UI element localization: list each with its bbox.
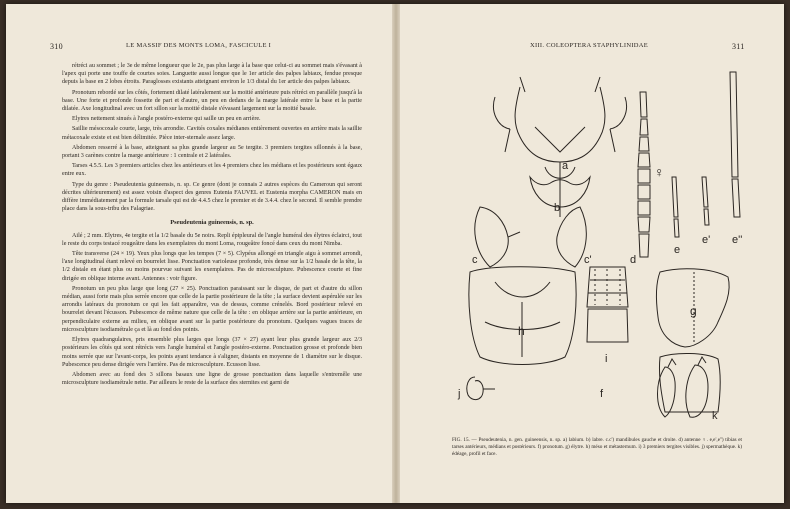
figure-caption: FIG. 15. — Pseudeutenia, n. gen. guineensis, n. sp. a) labium. b) labre. c.c') mandibules gauche et droite. d) antenne ♀. e,e',e'') tibias et tarses antérieurs, médians et postérieurs. f) pronotum. g) élytre. h) méso et métasternum. i) 3 premiers tergites visibles. j) spermathèque. k) édéage, profil et face. (452, 437, 742, 457)
antenna-drawing (638, 92, 650, 257)
label-c-prime: c' (584, 254, 592, 266)
label-i: i (605, 353, 608, 365)
paragraph: Abdomen avec au fond des 3 sillons basaux une ligne de grosse ponctuation dans laquelle s'entremêle une microsculpture isodiamétrale nette. Par ailleurs le reste de la surface des sternites est garni de (62, 371, 362, 387)
spermatheca-drawing (467, 377, 495, 400)
right-running-head: XIII. COLEOPTERA STAPHYLINIDAE (530, 42, 649, 49)
left-running-head: LE MASSIF DES MONTS LOMA, FASCICULE I (126, 42, 272, 49)
label-e-second: e'' (732, 234, 743, 246)
label-d: d (630, 254, 637, 266)
paragraph: Ailé ; 2 mm. Elytres, 4e tergite et la 1/2 basale du 5e noirs. Repli épipleural de l'angle huméral des élytres éclairci, tout le reste du corps testacé rougeâtre dans les exemplaires du mont Loma, rougeâtre foncé dans ceux du mont Nimba. (62, 232, 362, 247)
species-heading: Pseudeutenia guineensis, n. sp. (170, 219, 254, 227)
paragraph: Abdomen resserré à la base, atteignant sa plus grande largeur au 5e tergite. 3 premiers tergites sillonnés à la base, portant 3 carènes contre la marge antérieure : 1 centrale et 2 latérales. (62, 144, 362, 160)
label-b: b (554, 202, 561, 214)
paragraph: rétréci au sommet ; le 3e de même longueur que le 2e, pas plus large à la base que celui-ci au sommet mais s'évasant à l'apex qui porte une touffe de courtes soies. Languette aussi longue que le 1er article des palpes labiaux, fendue presque depuis la base en 2 lobes étroits. Paraglosses existants atteignant environ le 1/3 distal du 1er article des palpes labiaux. (62, 63, 362, 86)
label-c: c (472, 254, 478, 266)
tergites-drawing (587, 267, 628, 342)
label-female: ♀ (654, 164, 665, 180)
label-g: g (690, 304, 697, 318)
label-j: j (458, 388, 461, 400)
tibia-tarsus-drawings (672, 72, 740, 237)
left-page-number: 310 (50, 42, 63, 51)
mandible-right-drawing (557, 207, 587, 267)
aedeagus-drawing (658, 357, 709, 417)
label-k: k (712, 410, 718, 422)
left-body-text (62, 62, 362, 389)
label-e-prime: e' (702, 234, 711, 246)
label-e: e (674, 244, 681, 256)
sternum-drawing (469, 267, 576, 365)
paragraph: Tête transverse (24 × 19). Yeux plus longs que les tempes (7 × 5). Clypéus allongé en triangle aigu à sommet arrondi, l'axe longitudinal étant relevé en bourrelet lisse. Ponctuation varioleuse profonde, très dense sur la 1/2 basale de la tête, la 1/2 distale en étant plus ou moins pourvue suivant les exemplaires. Pas de microsculpture. Pubescence courte et fine dirigée en oblique interne avant. Antennes : voir figure. (62, 251, 362, 282)
paragraph: Elytres quadrangulaires, pris ensemble plus larges que longs (37 × 27) ayant leur plus grande largeur aux 2/3 postérieurs les côtés qui sont rétrécis vers l'angle huméral et l'angle postéro-externe. Ponctuation grosse et profonde bien moins serrée que sur l'avant-corps, les points ayant tendance à s'aligner, distants en moyenne de 1 diamètre sur le disque. Pubescence peu dense dirigée vers l'arrière. Pas de microsculpture. Ecusson lisse. (62, 337, 362, 368)
paragraph: Tarses 4.5.5. Les 3 premiers articles chez les antérieurs et les 4 premiers chez les médians et les postérieurs sont égaux entre eux. (62, 163, 362, 178)
paragraph: Elytres nettement sinués à l'angle postéro-externe qui saille un peu en arrière. (72, 116, 261, 123)
paragraph: Saillie mésocoxale courte, large, très arrondie. Cavités coxales médianes entièrement ouvertes en arrière mais la saillie métacoxale existe et est bien délimitée. Pièce inter-sternale assez large. (62, 126, 362, 141)
right-page (400, 4, 784, 503)
paragraph: Type du genre : Pseudeutenia guineensis, n. sp. Ce genre (dont je connais 2 autres espèces du Cameroun qui seront décrites ultérieurement) est assez voisin d'aspect des genres Eutenia FAUVEL et Eustenia morpha CAMERON mais en diffère immédiatement par la formule tarsale qui est de 4.4.5 chez le premier et de 3.4.4. chez le second. Il semble prendre place dans la sous-tribu des Falagriae. (62, 181, 362, 213)
mandible-left-drawing (475, 207, 520, 267)
anatomy-figure (450, 67, 750, 427)
label-f: f (600, 388, 604, 400)
paragraph: Pronotum un peu plus large que long (27 × 25). Ponctuation paraissant sur le disque, de part et d'autre du sillon médian, aussi forte mais plus serrée encore que celle de la partie postérieure de la tête ; la surface devient aspérulée sur les arrondis latéraux du pronotum ce qui les fait apparaître, vus de dessus, comme crénelés. Bord postérieur relevé en bourrelet devant l'écusson. Pubescence de même nature que celle de la tête : en oblique arrière sur la partie antérieure, en perpendiculaire externe au milieu, en oblique avant sur la partie postérieure du pronotum. Quelques vagues traces de microsculpture isodiamétrale ça et là au fond des points. (62, 285, 362, 333)
label-a: a (562, 160, 569, 172)
left-page (6, 4, 392, 503)
elytron-drawing (659, 353, 720, 412)
label-h: h (518, 324, 525, 338)
right-page-number: 311 (732, 42, 745, 51)
paragraph: Pronotum rebordé sur les côtés, fortement dilaté latéralement sur la moitié antérieure puis rétréci en parallèle jusqu'à la base. Une forte et profonde fossette de part et d'autre, un peu en dedans de la marge latérale entre la base et la partie dilatée. Axe longitudinal avec un fort sillon sur la moitié distale s'évasant largement sur la moitié basale. (62, 89, 362, 113)
labium-drawing (493, 77, 626, 217)
book-gutter (392, 4, 400, 503)
